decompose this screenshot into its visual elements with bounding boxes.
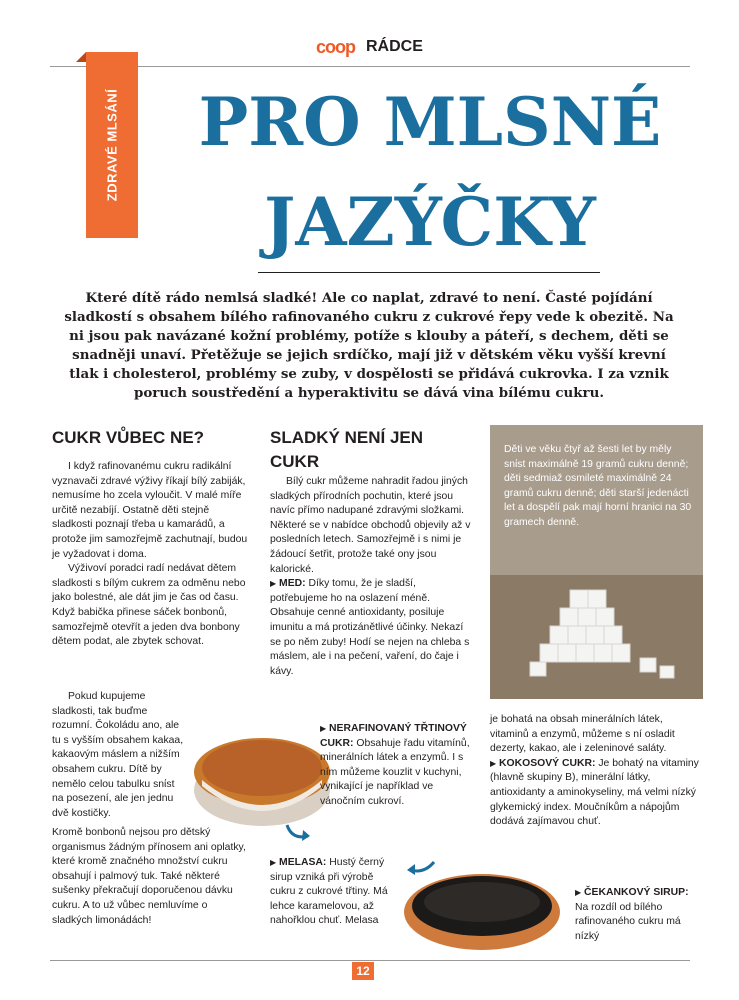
footer-divider: [50, 960, 690, 961]
category-ribbon-label: ZDRAVÉ MLSÁNÍ: [104, 88, 120, 202]
kokos-label: KOKOSOVÝ CUKR:: [499, 757, 596, 769]
col1-heading: CUKR VŮBEC NE?: [52, 428, 205, 447]
bullet-triangle-icon: ▶: [575, 888, 582, 897]
kokos-paragraph: [490, 757, 700, 830]
arrow-icon: [284, 822, 314, 846]
col3-body: [490, 713, 700, 830]
cekanka-label: ČEKANKOVÝ SIRUP:: [584, 887, 689, 898]
sidebox-text: Děti ve věku čtyř až šesti let by měly snίst maximálně 19 gramů cukru denně; děti sedmiaž osmileté maximálně 24 gramů cukru denně; děti starší jedenácti let a dospělí pak mají horní hranici na 30 gramech denně.: [504, 444, 692, 528]
med-text: Díky tomu, že je sladší, potřebujeme ho na oslazení méně. Obsahuje cenné antioxidanty, posiluje imunitu a má protizánětlivé účinky. Nekazí se po něm zuby! Hodí se nejen na chleba s máslem, ale i na pečení, vaření, do čaje i kávy.: [270, 578, 470, 677]
col1-body-narrow: [52, 690, 188, 821]
med-label: MED:: [279, 578, 306, 590]
col2-p1: Bílý cukr můžeme nahradit řadou jiných sladkých přírodních pochutin, které jsou navíc přímo nadupané zdravými složkami. Některé se v nabídce obchodů objevily až v posledních letech. Samozřejmě i s nimi je žádoucí šetřit, protože také ony jsou kalorické.: [270, 476, 471, 575]
col2-body: [270, 475, 475, 679]
brown-sugar-bowl-image: [190, 720, 340, 830]
col3-cekanka-text: [575, 886, 700, 944]
page-number: 12: [352, 962, 374, 980]
bullet-triangle-icon: ▶: [270, 579, 277, 589]
cekanka-text: Na rozdíl od bílého rafinovaného cukru má nízký: [575, 901, 681, 942]
col2-sugar-text: [320, 722, 475, 810]
title-divider: [258, 272, 600, 273]
col1-p3b: Kromě bonbonů nejsou pro dětský organismus žádným přínosem ani oplatky, které kromě značného množství cukru obsahují i palmový tuk. Také některé sušenky překračují doporučenou dávku cukru. A to už vůbec nemluvíme o sladkých limonádách!: [52, 827, 246, 926]
intro-paragraph: Které dítě rádo nemlsá sladké! Ale co naplat, zdravé to není. Časté pojídání sladkostí s obsahem bílého rafinovaného cukru z cukrové řepy vede k obezitě. Na ni jsou pak navázané kožní problémy, potíže s klouby a páteří, s dechem, děti se snadněji unaví. Přetěžuje se jejich srdíčko, mají již v dětském věku vyšší krevní tlak i cholesterol, problémy se zuby, v dospělosti se přidává cukrovka. I za vznik poruch soustředění a hyperaktivitu se dává vina bílému cukru.: [64, 290, 674, 401]
bullet-triangle-icon: ▶: [320, 724, 327, 733]
col1-p2: Výživoví poradci radí nedávat dětem sladkosti s bílým cukrem za odměnu nebo jako bolestné, ale dát jim je čas od času. Když babička přinese sáček bonbonů, samozřejmě otevřít a jeden dva bonbony dětem podat, ale zbytek schovat.: [52, 563, 246, 648]
header-divider: [50, 66, 690, 67]
col2-heading: SLADKÝ NENÍ JEN CUKR: [270, 428, 424, 471]
nerafinovany-text: Obsahuje řadu vitamínů, minerálních látek a enzymů. I s ním můžeme kouzlit v kuchyni, vynikající je například ve vánočním cukroví.: [320, 737, 470, 807]
page-title-line1: PRO MLSNÉ: [198, 83, 662, 161]
col2-melasa-text: [270, 856, 400, 929]
melasa-label: MELASA:: [279, 857, 327, 868]
sugar-cubes-icon: [510, 570, 690, 690]
bullet-triangle-icon: ▶: [490, 758, 497, 768]
page-title-line2: JAZÝČKY: [264, 183, 596, 261]
kokos-text: Je bohatý na vitaminy (hlavně skupiny B), minerální látky, antioxidanty a aminokyseliny, má velmi nízký glykemický index. Moučníkům a nápojům dodává zajímavou chuť.: [490, 757, 699, 828]
arrow-icon: [404, 858, 438, 878]
nerafinovany-label: NERAFINOVANÝ TŘTINOVÝ CUKR:: [320, 723, 467, 749]
col1-body-bottom: [52, 826, 248, 928]
bullet-triangle-icon: ▶: [270, 858, 277, 867]
section-label: RÁDCE: [366, 38, 423, 55]
col3-p1: je bohatá na obsah minerálních látek, vitaminů a enzymů, můžeme s ní osladit dezerty, kakao, ale i zeleninové saláty.: [490, 714, 675, 755]
med-paragraph: [270, 577, 475, 679]
coop-logo: coop: [316, 37, 355, 57]
melasa-text: Hustý černý sirup vzniká při výrobě cukru z cukrové třtiny. Má lehce karamelovou, až nahořklou chuť. Melasa: [270, 857, 388, 927]
col1-p3a: Pokud kupujeme sladkosti, tak buďme rozumní. Čokoládu ano, ale tu s vyšším obsahem kakaa, kakaovým máslem a nižším obsahem cukru. Dítě by nemělo celou tabulku snίst na posezení, ale jen jednu dvě kostičky.: [52, 691, 184, 819]
col1-p1: I když rafinovanému cukru radikální vyznavači zdravé výživy říkají bílý zabiják, nemusíme ho zcela vyloučit. V malé míře určitě nezabíjí. Ostatně děti stejně sladkosti poznají třeba u kamarádů, a protože jim samozřejmě zachutnají, budou je vyžadovat i doma.: [52, 461, 248, 560]
col1-body: [52, 460, 248, 650]
